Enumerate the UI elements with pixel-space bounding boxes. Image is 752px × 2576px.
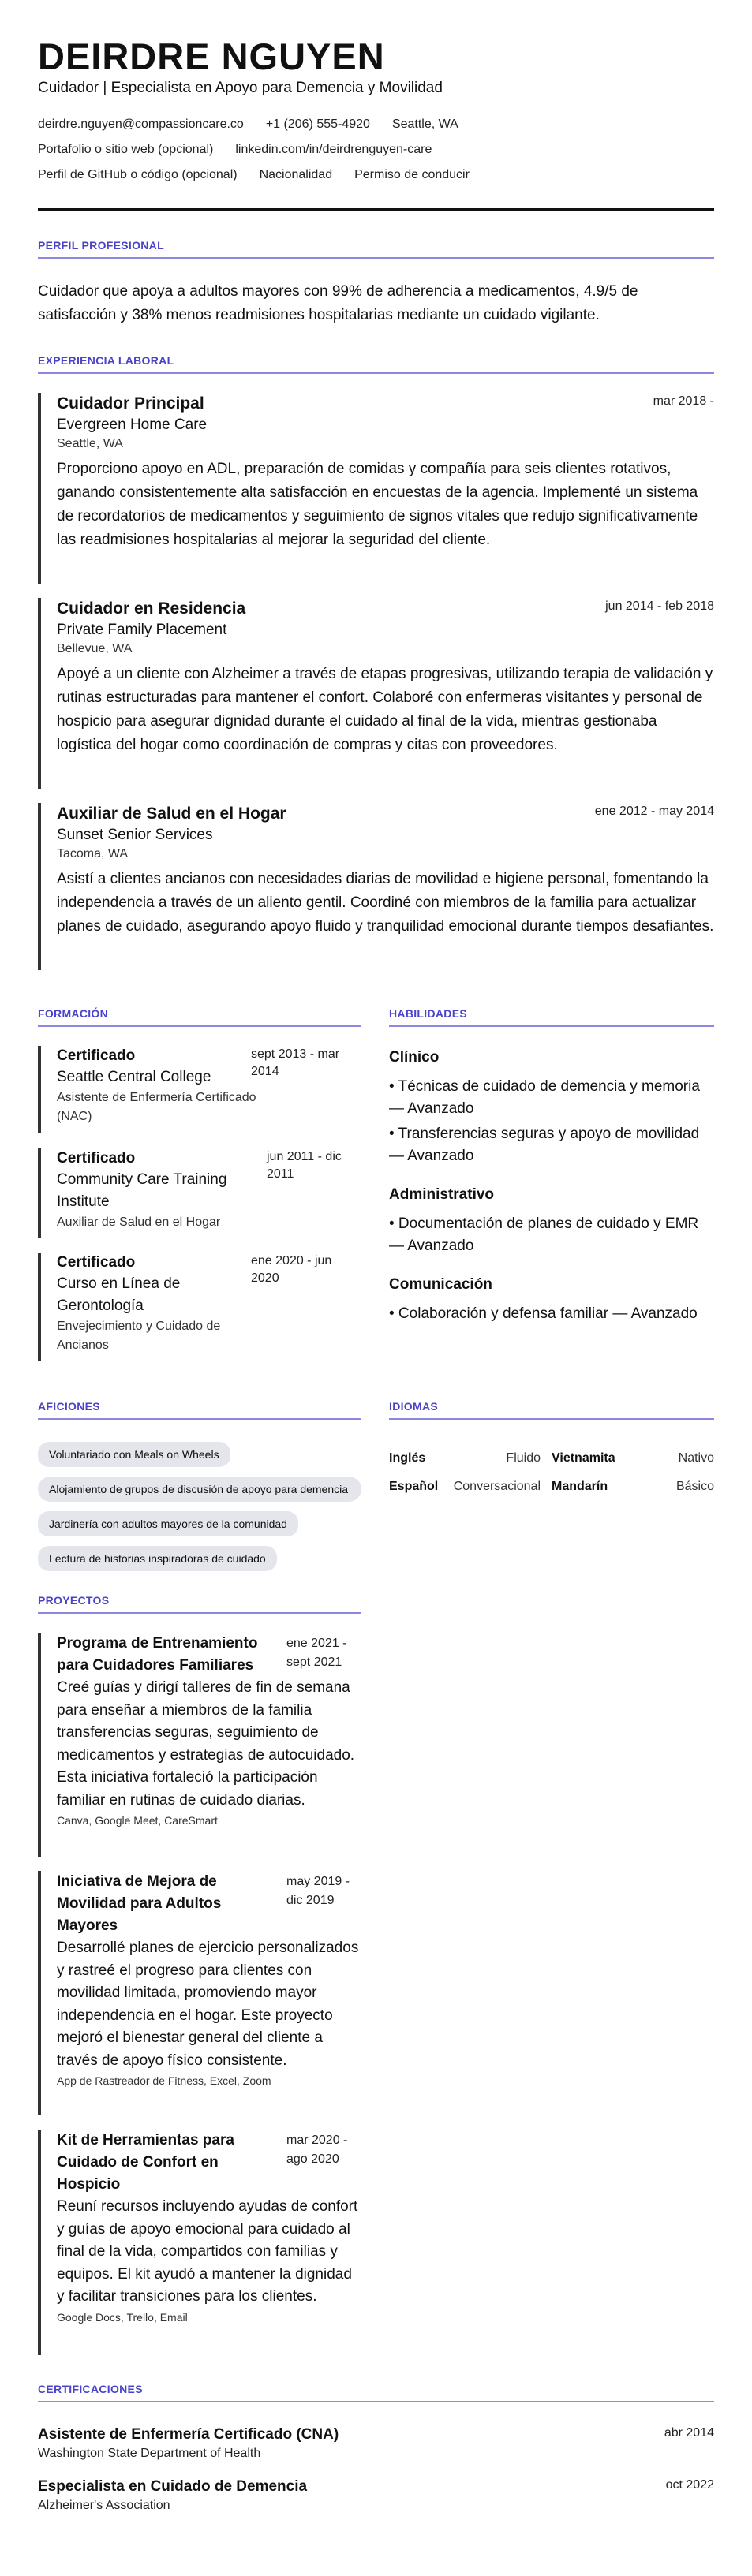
- github-link[interactable]: Perfil de GitHub o código (opcional): [38, 168, 238, 181]
- languages-list: [389, 1450, 714, 1506]
- hobby-tag: Lectura de historias inspiradoras de cuidado: [38, 1546, 277, 1571]
- section-divider: [38, 372, 714, 374]
- project-name: Kit de Herramientas para Cuidado de Confort en Hospicio: [57, 2132, 234, 2193]
- edu-field: Envejecimiento y Cuidado de Ancianos: [57, 1320, 221, 1352]
- skill-item: • Técnicas de cuidado de demencia y memoria — Avanzado: [389, 1078, 700, 1117]
- education-item: [38, 1253, 361, 1361]
- language-name: Español: [389, 1480, 439, 1493]
- project-item: [38, 2130, 361, 2355]
- license-text: Permiso de conducir: [354, 168, 470, 181]
- project-item: [38, 1871, 361, 2115]
- edu-degree: Certificado: [57, 1047, 136, 1064]
- hobby-tag: Alojamiento de grupos de discusión de apoyo para demencia: [38, 1477, 361, 1502]
- job-description: Asistí a clientes ancianos con necesidades diarias de movilidad e higiene personal, fomentando la independencia a través de un aliento gentil. Coordiné con miembros de la familia para actualizar planes de cuidado, asegurando apoyo fluido y tranquilidad emocional durante tiempos desafiantes.: [57, 871, 714, 935]
- contact-row-1: [38, 117, 458, 133]
- section-divider: [389, 1418, 714, 1420]
- hobby-tag: Voluntariado con Meals on Wheels: [38, 1442, 230, 1467]
- linkedin-link[interactable]: linkedin.com/in/deirdrenguyen-care: [235, 143, 432, 156]
- job-dates: mar 2018 -: [653, 394, 714, 408]
- section-divider: [38, 257, 714, 259]
- profile-summary: Cuidador que apoya a adultos mayores con 99% de adherencia a medicamentos, 4.9/5 de satisfacción y 38% menos readmisiones hospitalarias mediante un cuidado vigilante.: [38, 283, 638, 323]
- project-description: Creé guías y dirigí talleres de fin de semana para enseñar a miembros de la familia transferencias seguras, seguimiento de medicamentos y estrategias de autocuidado. Esta iniciativa fortaleció la participación familiar en rutinas de cuidado diarias.: [57, 1679, 355, 1809]
- experience-item: [38, 803, 714, 970]
- project-name: Programa de Entrenamiento para Cuidadores Familiares: [57, 1635, 258, 1674]
- job-location: Bellevue, WA: [57, 642, 133, 655]
- section-heading-experience: EXPERIENCIA LABORAL: [38, 354, 174, 367]
- section-heading-profile: PERFIL PROFESIONAL: [38, 239, 164, 252]
- edu-dates: ene 2020 - jun 2020: [251, 1254, 332, 1285]
- cert-org: Washington State Department of Health: [38, 2447, 261, 2460]
- section-divider: [38, 2401, 714, 2402]
- skills-list: [389, 1047, 714, 1328]
- language-level: Nativo: [678, 1451, 714, 1465]
- language-name: Vietnamita: [552, 1451, 615, 1465]
- language-name: Mandarín: [552, 1480, 608, 1493]
- experience-item: [38, 598, 714, 789]
- job-dates: ene 2012 - may 2014: [594, 805, 714, 818]
- language-level: Conversacional: [453, 1480, 541, 1493]
- hobbies-list: [38, 1442, 361, 1581]
- project-tools: App de Rastreador de Fitness, Excel, Zoom: [57, 2074, 271, 2087]
- portfolio-link[interactable]: Portafolio o sitio web (opcional): [38, 143, 214, 156]
- location-text: Seattle, WA: [391, 118, 458, 131]
- edu-dates: sept 2013 - mar 2014: [251, 1047, 340, 1078]
- edu-school: Seattle Central College: [57, 1069, 211, 1085]
- job-location: Seattle, WA: [57, 437, 123, 450]
- edu-degree: Certificado: [57, 1150, 136, 1167]
- language-item: [552, 1450, 714, 1467]
- language-item: [389, 1478, 552, 1495]
- section-heading-hobbies: AFICIONES: [38, 1400, 100, 1413]
- education-item: [38, 1148, 361, 1238]
- cert-name: Asistente de Enfermería Certificado (CNA): [38, 2426, 339, 2443]
- skill-item: • Colaboración y defensa familiar — Avanzado: [389, 1305, 698, 1322]
- skill-item: • Documentación de planes de cuidado y EMR — Avanzado: [389, 1215, 699, 1254]
- section-heading-certifications: CERTIFICACIONES: [38, 2383, 143, 2395]
- phone-text: +1 (206) 555-4920: [265, 118, 370, 131]
- section-divider: [389, 1025, 714, 1027]
- project-dates: ene 2021 - sept 2021: [286, 1637, 347, 1669]
- project-tools: Canva, Google Meet, CareSmart: [57, 1814, 218, 1827]
- job-description: Proporciono apoyo en ADL, preparación de comidas y compañía para seis clientes rotativos, ganando consistentemente alta satisfacción en encuestas de la agencia. Implementé un sistema de recordatorios de medicamentos y seguimiento de signos vitales que redujo significativamente las readmisiones hospitalarias al mejorar la seguridad del cliente.: [57, 461, 698, 548]
- experience-item: [38, 393, 714, 584]
- job-dates: jun 2014 - feb 2018: [605, 599, 714, 613]
- edu-school: Curso en Línea de Gerontología: [57, 1275, 181, 1314]
- certification-item: [38, 2425, 714, 2462]
- project-dates: may 2019 - dic 2019: [286, 1875, 350, 1907]
- edu-school: Community Care Training Institute: [57, 1171, 227, 1210]
- job-role: Auxiliar de Salud en el Hogar: [57, 805, 286, 823]
- language-item: [389, 1450, 552, 1467]
- job-company: Private Family Placement: [57, 622, 227, 638]
- section-heading-skills: HABILIDADES: [389, 1007, 467, 1020]
- job-role: Cuidador Principal: [57, 394, 204, 413]
- section-heading-projects: PROYECTOS: [38, 1594, 110, 1607]
- skill-category: Comunicación: [389, 1276, 492, 1293]
- language-item: [552, 1478, 714, 1495]
- project-name: Iniciativa de Mejora de Movilidad para Adultos Mayores: [57, 1873, 222, 1934]
- education-item: [38, 1046, 361, 1133]
- skill-category: Clínico: [389, 1049, 440, 1066]
- language-row: [389, 1450, 714, 1467]
- skill-item: • Transferencias seguras y apoyo de movilidad — Avanzado: [389, 1126, 700, 1164]
- candidate-title: Cuidador | Especialista en Apoyo para Demencia y Movilidad: [38, 80, 443, 96]
- email-link[interactable]: deirdre.nguyen@compassioncare.co: [38, 118, 244, 131]
- edu-dates: jun 2011 - dic 2011: [267, 1150, 342, 1181]
- section-divider: [38, 1025, 361, 1027]
- header-divider: [38, 208, 714, 211]
- contact-row-2: [38, 142, 432, 158]
- section-divider: [38, 1418, 361, 1420]
- project-description: Desarrollé planes de ejercicio personalizados y rastreé el progreso para clientes con movilidad limitada, promoviendo mayor independencia en el hogar. Este proyecto mejoró el bienestar general del cliente a través de apoyo físico consistente.: [57, 1939, 359, 2069]
- skill-category: Administrativo: [389, 1186, 495, 1203]
- project-tools: Google Docs, Trello, Email: [57, 2310, 188, 2324]
- cert-org: Alzheimer's Association: [38, 2499, 170, 2512]
- project-item: [38, 1633, 361, 1857]
- job-location: Tacoma, WA: [57, 847, 129, 861]
- job-company: Sunset Senior Services: [57, 827, 213, 843]
- cert-name: Especialista en Cuidado de Demencia: [38, 2478, 308, 2495]
- certification-item: [38, 2477, 714, 2514]
- language-level: Básico: [675, 1480, 714, 1493]
- language-row: [389, 1478, 714, 1495]
- nationality-text: Nacionalidad: [259, 168, 333, 181]
- edu-field: Asistente de Enfermería Certificado (NAC): [57, 1091, 256, 1123]
- section-heading-languages: IDIOMAS: [389, 1400, 438, 1413]
- cert-date: abr 2014: [664, 2426, 714, 2440]
- cert-date: oct 2022: [665, 2478, 714, 2492]
- job-role: Cuidador en Residencia: [57, 599, 246, 618]
- project-description: Reuní recursos incluyendo ayudas de confort y guías de apoyo emocional para cuidado al final de la vida, compartidos con familias y equipos. El kit ayudó a mantener la dignidad y facilitar transiciones para los clientes.: [57, 2198, 358, 2305]
- candidate-name: DEIRDRE NGUYEN: [38, 35, 385, 77]
- language-name: Inglés: [389, 1451, 426, 1465]
- job-company: Evergreen Home Care: [57, 416, 208, 433]
- section-heading-education: FORMACIÓN: [38, 1007, 109, 1020]
- section-divider: [38, 1612, 361, 1614]
- job-description: Apoyé a un cliente con Alzheimer a través de etapas progresivas, utilizando terapia de validación y rutinas estructuradas para mantener el confort. Colaboré con enfermeras visitantes y personal de hospicio para asegurar dignidad durante el cuidado al final de la vida, mientras gestionaba logística del hogar como coordinación de compras y citas con proveedores.: [57, 666, 713, 753]
- edu-degree: Certificado: [57, 1254, 136, 1271]
- contact-row-3: [38, 167, 470, 183]
- hobby-tag: Jardinería con adultos mayores de la comunidad: [38, 1511, 298, 1536]
- edu-field: Auxiliar de Salud en el Hogar: [57, 1215, 221, 1229]
- language-level: Fluido: [506, 1451, 541, 1465]
- project-dates: mar 2020 - ago 2020: [286, 2134, 348, 2166]
